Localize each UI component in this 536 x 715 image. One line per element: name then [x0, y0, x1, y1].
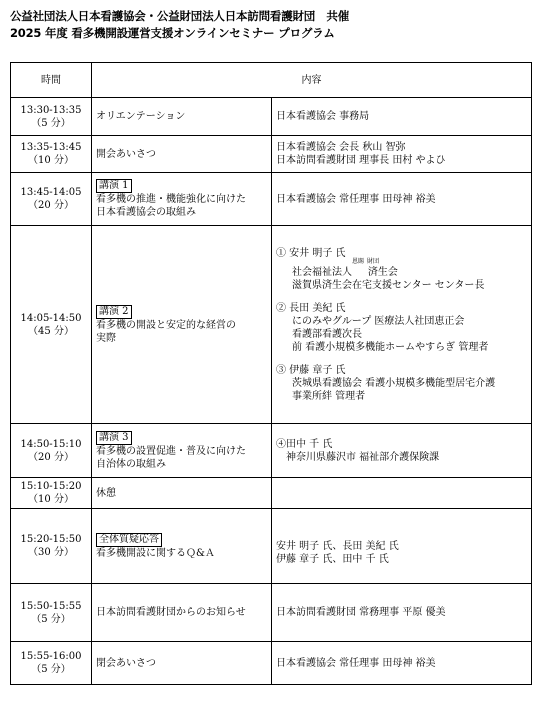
person-cell: 日本看護協会 常任理事 田母神 裕美	[272, 173, 532, 226]
person-cell: 日本看護協会 常任理事 田母神 裕美	[272, 642, 532, 685]
table-row	[11, 478, 532, 509]
table-header-row	[11, 63, 532, 98]
person-cell: 日本訪問看護財団 常務理事 平原 優美	[272, 584, 532, 642]
speaker-3: ③ 伊藤 章子 氏 茨城県看護協会 看護小規模多機能型居宅介護 事業所絆 管理者	[276, 364, 496, 402]
time-cell: 14:50-15:10 （20 分）	[11, 424, 92, 478]
time-cell: 13:30-13:35 （5 分）	[11, 98, 92, 136]
session-tag: 講演 2	[96, 305, 132, 319]
person-cell: 日本看護協会 事務局	[272, 98, 532, 136]
table-row	[11, 98, 532, 136]
table-row	[11, 226, 532, 424]
person-cell: ④田中 千 氏 神奈川県藤沢市 福祉部介護保険課	[272, 424, 532, 478]
title-cell: オリエンテーション	[92, 98, 272, 136]
title-cell: 休憩	[92, 478, 272, 509]
time-cell: 15:20-15:50 （30 分）	[11, 509, 92, 584]
table-row	[11, 136, 532, 173]
table-row	[11, 584, 532, 642]
time-cell: 15:55-16:00 （5 分）	[11, 642, 92, 685]
table-row	[11, 173, 532, 226]
header-time: 時間	[11, 63, 92, 98]
title-cell: 閉会あいさつ	[92, 642, 272, 685]
document-header	[10, 8, 530, 42]
header-line-2: 2025 年度 看多機開設運営支援オンラインセミナー プログラム	[10, 26, 335, 40]
session-tag: 講演 1	[96, 179, 132, 193]
time-cell: 14:05-14:50 （45 分）	[11, 226, 92, 424]
table-row	[11, 424, 532, 478]
title-cell: 全体質疑応答 看多機開設に関するＱ&Ａ	[92, 509, 272, 584]
title-cell: 日本訪問看護財団からのお知らせ	[92, 584, 272, 642]
person-cell: 安井 明子 氏、長田 美紀 氏 伊藤 章子 氏、田中 千 氏	[272, 509, 532, 584]
person-cell	[272, 478, 532, 509]
speaker-1: ① 安井 明子 氏 社会福祉法人 恩賜 財団 済生会 滋賀県済生会在宅支援センター センター長	[276, 247, 485, 291]
speaker-2: ② 長田 美紀 氏 にのみやグループ 医療法人社団恵正会 看護部看護次長 前 看護小規模多機能ホームやすらぎ 管理者	[276, 302, 489, 353]
time-cell: 13:35-13:45 （10 分）	[11, 136, 92, 173]
header-content: 内容	[92, 63, 532, 98]
time-cell: 15:50-15:55 （5 分）	[11, 584, 92, 642]
person-cell	[272, 226, 532, 424]
title-cell: 講演 2 看多機の開設と安定的な経営の 実際	[92, 226, 272, 424]
title-cell: 講演 3 看多機の設置促進・普及に向けた 自治体の取組み	[92, 424, 272, 478]
table-row	[11, 642, 532, 685]
session-tag: 全体質疑応答	[96, 533, 162, 547]
program-table	[10, 62, 532, 685]
header-line-1: 公益社団法人日本看護協会・公益財団法人日本訪問看護財団 共催	[10, 9, 349, 23]
title-cell: 講演 1 看多機の推進・機能強化に向けた 日本看護協会の取組み	[92, 173, 272, 226]
session-tag: 講演 3	[96, 431, 132, 445]
person-cell: 日本看護協会 会長 秋山 智弥 日本訪問看護財団 理事長 田村 やよひ	[272, 136, 532, 173]
time-cell: 15:10-15:20 （10 分）	[11, 478, 92, 509]
time-cell: 13:45-14:05 （20 分）	[11, 173, 92, 226]
table-row	[11, 509, 532, 584]
title-cell: 開会あいさつ	[92, 136, 272, 173]
